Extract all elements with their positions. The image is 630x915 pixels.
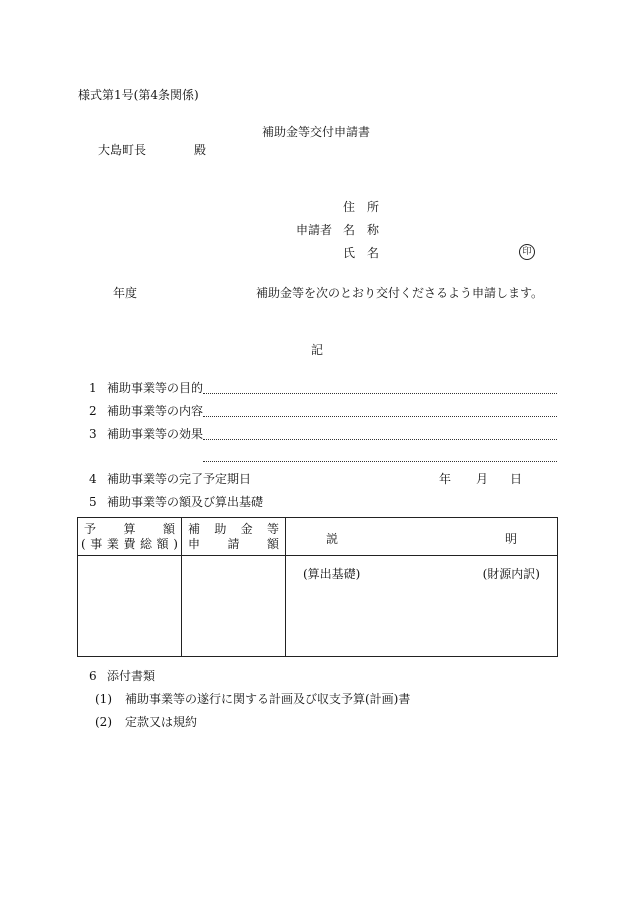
item-4-day: 日 [510,472,523,486]
header-subsidy-request [182,518,286,556]
item-5-number: 5 [89,495,97,509]
applicant-org-label: 名 称 [343,223,380,237]
item-2-fill-line[interactable] [203,416,557,417]
attachment-1-number: (1) [95,692,112,706]
item-1-fill-line[interactable] [203,393,557,394]
item-4-number: 4 [89,472,97,486]
calculation-basis-label: (算出基礎) [303,567,361,581]
item-3-label: 補助事業等の効果 [107,427,204,441]
header-subsidy-line2: 申 請 額 [188,537,279,551]
fiscal-year-label: 年度 [113,286,138,300]
form-number: 様式第1号(第4条関係) [78,88,199,102]
item-4-month: 月 [476,472,489,486]
item-3-fill-line[interactable] [203,439,557,440]
header-explanation-left: 説 [326,532,339,546]
funding-breakdown-label: (財源内訳) [482,567,540,581]
budget-table [77,517,558,657]
applicant-address-label: 住 所 [343,200,380,214]
item-6-label: 添付書類 [107,669,156,683]
item-3-fill-line-extra[interactable] [203,461,557,462]
header-budget-line2: ( 事 業 費 総 額 ) [81,537,178,551]
header-budget-line1: 予 算 額 [84,522,175,536]
header-budget-amount [78,518,182,556]
addressee-name: 大島町長 [98,143,147,157]
attachment-1-label: 補助事業等の遂行に関する計画及び収支予算(計画)書 [125,692,411,706]
item-4-label: 補助事業等の完了予定期日 [107,472,252,486]
item-5-label: 補助事業等の額及び算出基礎 [107,495,264,509]
applicant-label: 申請者 [296,223,333,237]
item-1-label: 補助事業等の目的 [107,381,204,395]
item-1-number: 1 [89,381,97,395]
item-3-number: 3 [89,427,97,441]
ki-heading: 記 [311,343,324,357]
request-text: 補助金等を次のとおり交付くださるよう申請します。 [256,286,544,300]
item-4-year: 年 [439,472,452,486]
item-6-number: 6 [89,669,97,683]
budget-amount-cell[interactable] [78,556,182,657]
header-explanation-right: 明 [504,532,517,546]
item-2-number: 2 [89,404,97,418]
document-title: 補助金等交付申請書 [262,125,371,139]
seal-icon: 印 [519,244,535,260]
subsidy-request-cell[interactable] [182,556,286,657]
attachment-2-label: 定款又は規約 [125,715,198,729]
explanation-cell[interactable] [286,556,558,657]
header-explanation [286,518,558,556]
header-subsidy-line1: 補 助 金 等 [188,522,279,536]
applicant-name-label: 氏 名 [343,246,380,260]
addressee-honorific: 殿 [194,143,207,157]
item-2-label: 補助事業等の内容 [107,404,204,418]
attachment-2-number: (2) [95,715,112,729]
